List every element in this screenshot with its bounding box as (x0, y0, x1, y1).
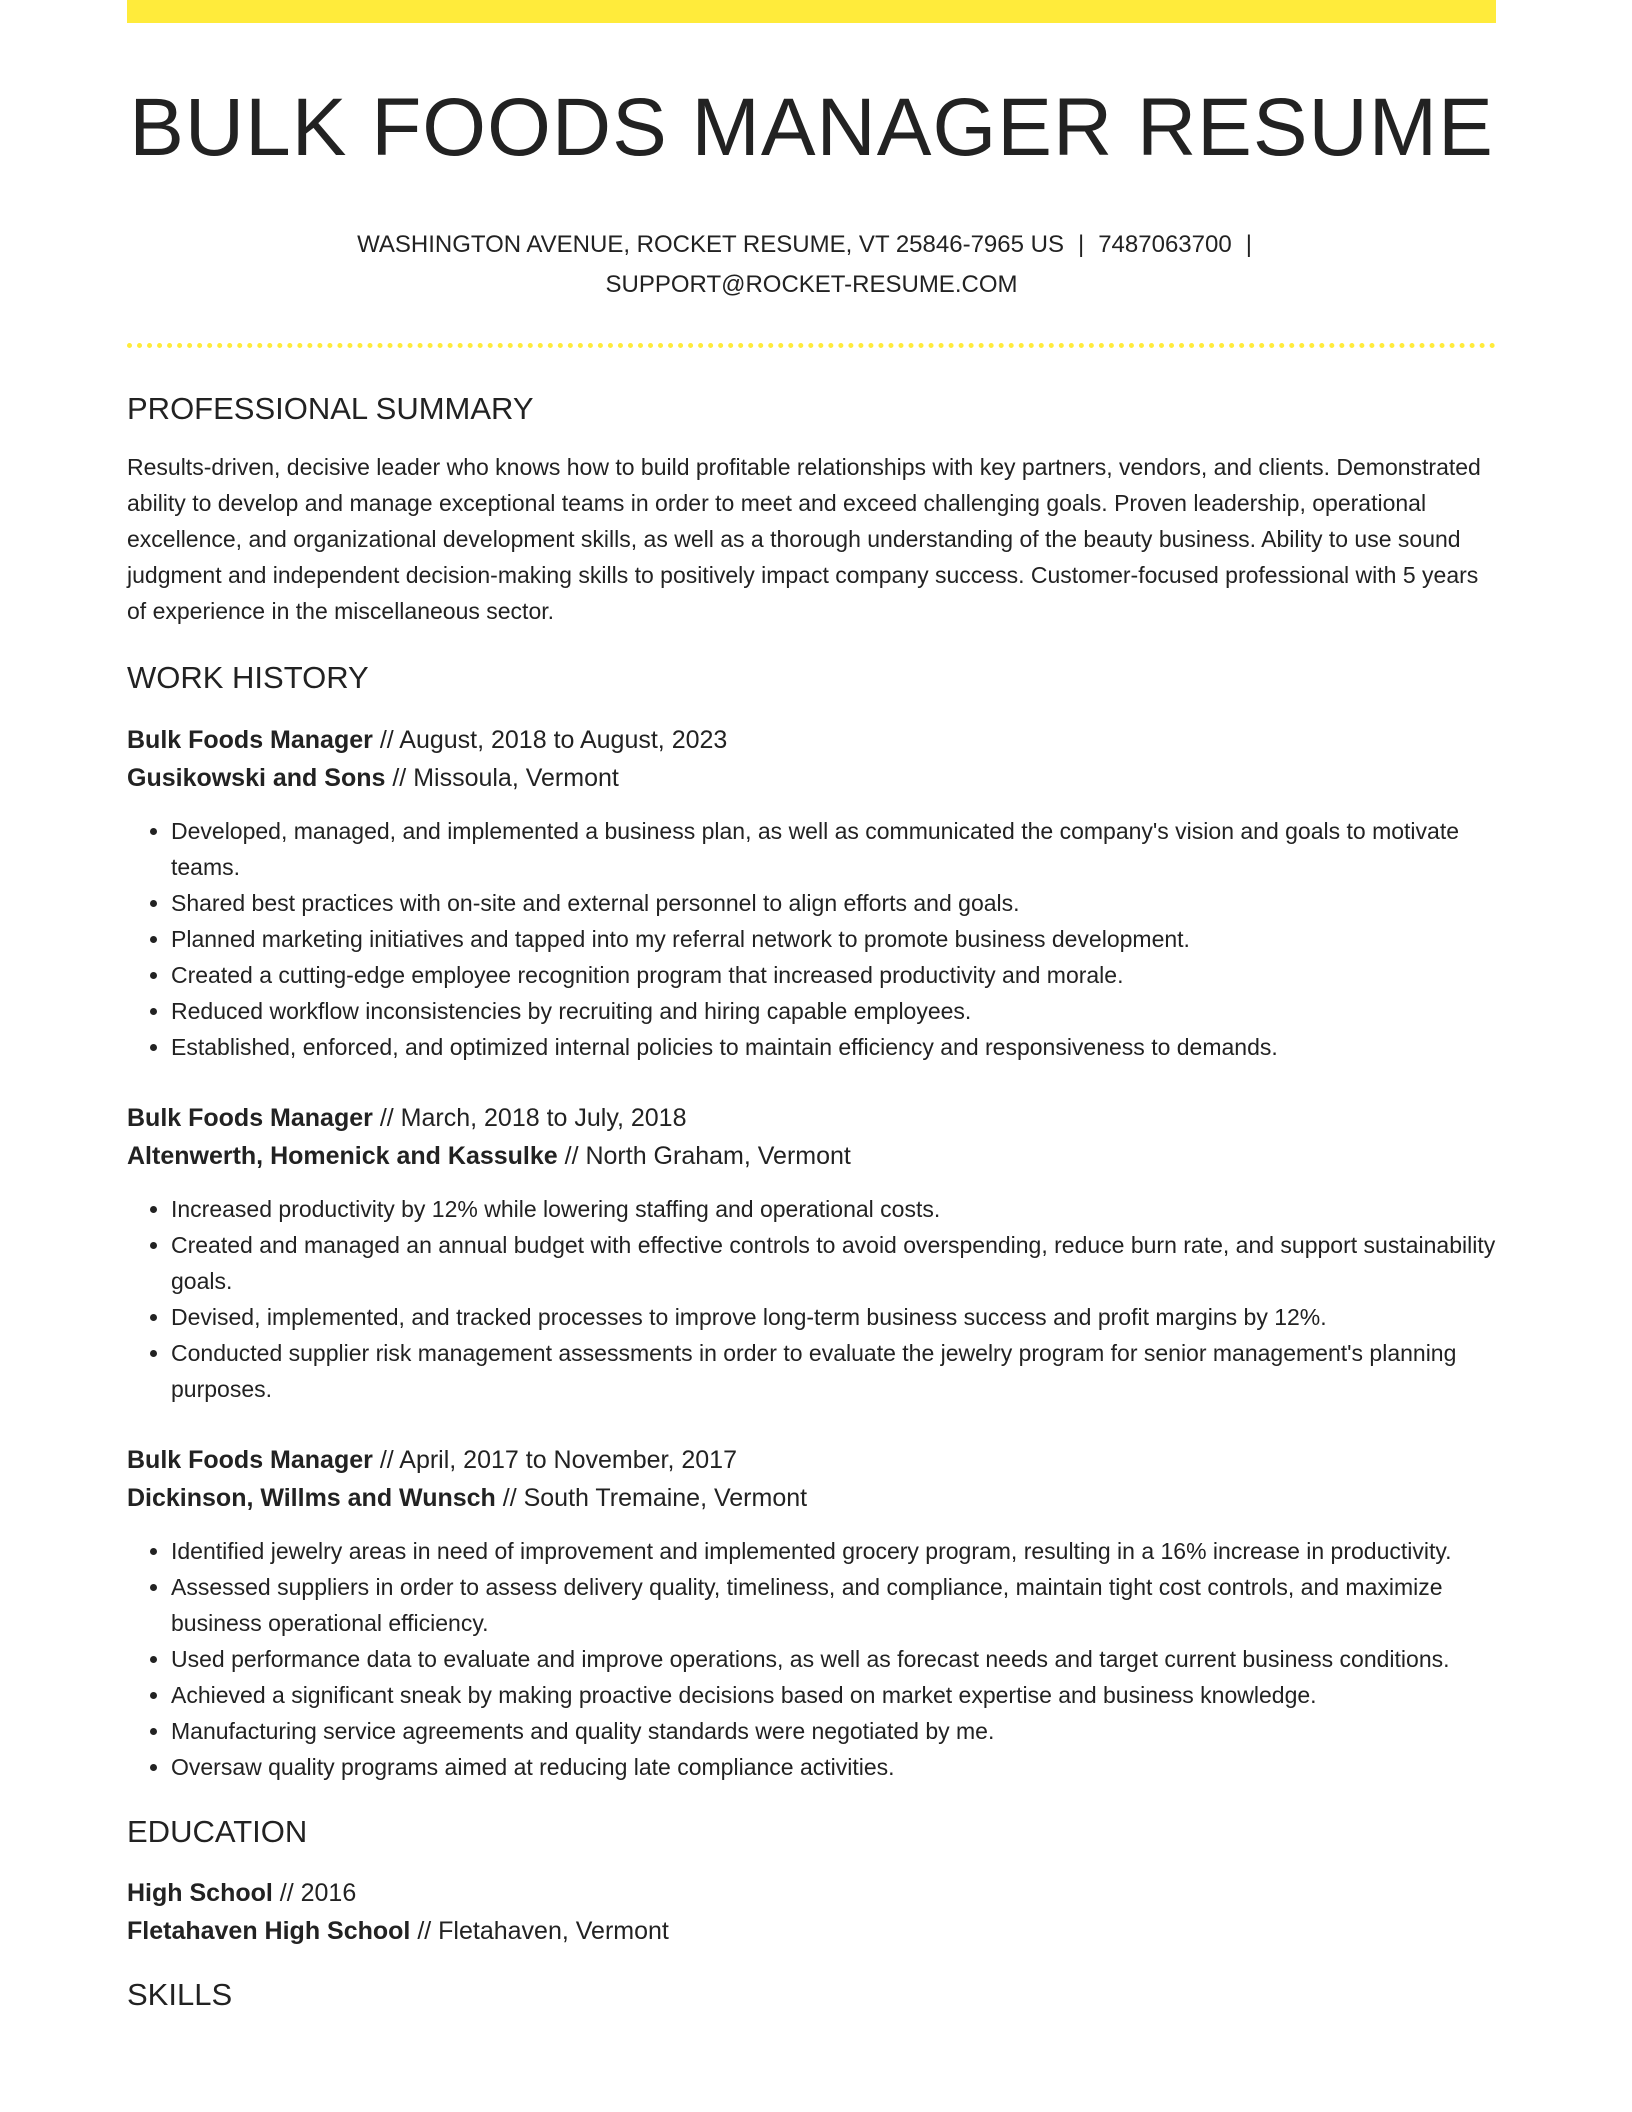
job-company-line (127, 1479, 1496, 1517)
job-bullet: • Achieved a significant sneak by making proactive decisions based on market expertise and business knowledge. (171, 1677, 1496, 1713)
work-history-section (127, 659, 1496, 1784)
job-bullet: • Created and managed an annual budget with effective controls to avoid overspending, reduce burn rate, and support sustainability goals. (171, 1227, 1496, 1299)
job-bullets (127, 1191, 1496, 1407)
contact-email[interactable]: SUPPORT@ROCKET-RESUME.COM (605, 271, 1018, 299)
job-bullets (127, 813, 1496, 1065)
contact-separator: | (1077, 231, 1085, 259)
job-location: // South Tremaine, Vermont (495, 1483, 808, 1512)
education-heading: EDUCATION (127, 1813, 308, 1849)
contact-address: WASHINGTON AVENUE, ROCKET RESUME, VT 25846-7965 US (357, 231, 1064, 259)
education-school: Fletahaven High School (127, 1916, 411, 1945)
job-entry (127, 1441, 1496, 1785)
contact-separator: | (1245, 231, 1252, 259)
job-bullet: • Created a cutting-edge employee recognition program that increased productivity and morale. (171, 957, 1496, 993)
job-location: // North Graham, Vermont (557, 1141, 851, 1170)
job-bullet: • Manufacturing service agreements and quality standards were negotiated by me. (171, 1713, 1496, 1749)
contact-info (127, 225, 1496, 305)
job-bullet: • Used performance data to evaluate and improve operations, as well as forecast needs and target current business conditions. (171, 1641, 1496, 1677)
summary-heading: PROFESSIONAL SUMMARY (127, 391, 534, 427)
education-school-line (127, 1912, 1496, 1950)
job-company-line (127, 1137, 1496, 1175)
education-entry (127, 1874, 1496, 1950)
job-bullet: • Oversaw quality programs aimed at reducing late compliance activities. (171, 1749, 1496, 1785)
job-company: Altenwerth, Homenick and Kassulke (127, 1141, 558, 1170)
job-entry (127, 1099, 1496, 1407)
education-location: // Fletahaven, Vermont (410, 1916, 669, 1945)
job-title-line (127, 1099, 1496, 1137)
job-bullet: • Established, enforced, and optimized internal policies to maintain efficiency and responsiveness to demands. (171, 1029, 1496, 1065)
job-location: // Missoula, Vermont (385, 763, 619, 792)
job-bullet: • Increased productivity by 12% while lowering staffing and operational costs. (171, 1191, 1496, 1227)
skills-section (127, 1976, 1496, 2013)
job-bullet: • Devised, implemented, and tracked processes to improve long-term business success and profit margins by 12%. (171, 1299, 1496, 1335)
job-company: Gusikowski and Sons (127, 763, 386, 792)
education-degree: High School (127, 1878, 273, 1907)
resume-title: BULK FOODS MANAGER RESUME (129, 82, 1494, 173)
education-degree-line (127, 1874, 1496, 1912)
job-bullets (127, 1533, 1496, 1785)
job-title: Bulk Foods Manager (127, 1445, 373, 1474)
job-bullet: • Identified jewelry areas in need of improvement and implemented grocery program, resulting in a 16% increase in productivity. (171, 1533, 1496, 1569)
job-bullet: • Developed, managed, and implemented a business plan, as well as communicated the company's vision and goals to motivate teams. (171, 813, 1496, 885)
education-section (127, 1813, 1496, 1950)
resume-page (127, 0, 1496, 2013)
skills-heading: SKILLS (127, 1976, 233, 2012)
education-year: // 2016 (272, 1878, 357, 1907)
job-bullet: • Assessed suppliers in order to assess delivery quality, timeliness, and compliance, maintain tight cost controls, and maximize business operational efficiency. (171, 1569, 1496, 1641)
job-bullet: • Shared best practices with on-site and external personnel to align efforts and goals. (171, 885, 1496, 921)
job-company: Dickinson, Willms and Wunsch (127, 1483, 496, 1512)
job-bullet: • Conducted supplier risk management assessments in order to evaluate the jewelry program for senior management's planning purposes. (171, 1335, 1496, 1407)
dotted-divider (127, 343, 1496, 348)
job-dates: // April, 2017 to November, 2017 (372, 1445, 737, 1474)
summary-section (127, 390, 1496, 629)
job-title-line (127, 1441, 1496, 1479)
job-title: Bulk Foods Manager (127, 1103, 373, 1132)
job-dates: // August, 2018 to August, 2023 (372, 725, 728, 754)
job-dates: // March, 2018 to July, 2018 (372, 1103, 687, 1132)
top-accent-bar (127, 0, 1496, 23)
job-title-line (127, 721, 1496, 759)
work-history-heading: WORK HISTORY (127, 660, 369, 696)
job-bullet: • Reduced workflow inconsistencies by recruiting and hiring capable employees. (171, 993, 1496, 1029)
job-bullet: • Planned marketing initiatives and tapped into my referral network to promote business development. (171, 921, 1496, 957)
contact-phone[interactable]: 7487063700 (1098, 231, 1232, 259)
job-entry (127, 721, 1496, 1065)
job-title: Bulk Foods Manager (127, 725, 373, 754)
summary-text: Results-driven, decisive leader who knows how to build profitable relationships with key partners, vendors, and clients. Demonstrated ability to develop and manage exceptional teams in order to meet and exceed challenging goals. Proven leadership, operational excellence, and organizational development skills, as well as a thorough understanding of the beauty business. Ability to use sound judgment and independent decision-making skills to positively impact company success. Customer-focused professional with 5 years of experience in the miscellaneous sector. (127, 454, 1481, 625)
job-company-line (127, 759, 1496, 797)
